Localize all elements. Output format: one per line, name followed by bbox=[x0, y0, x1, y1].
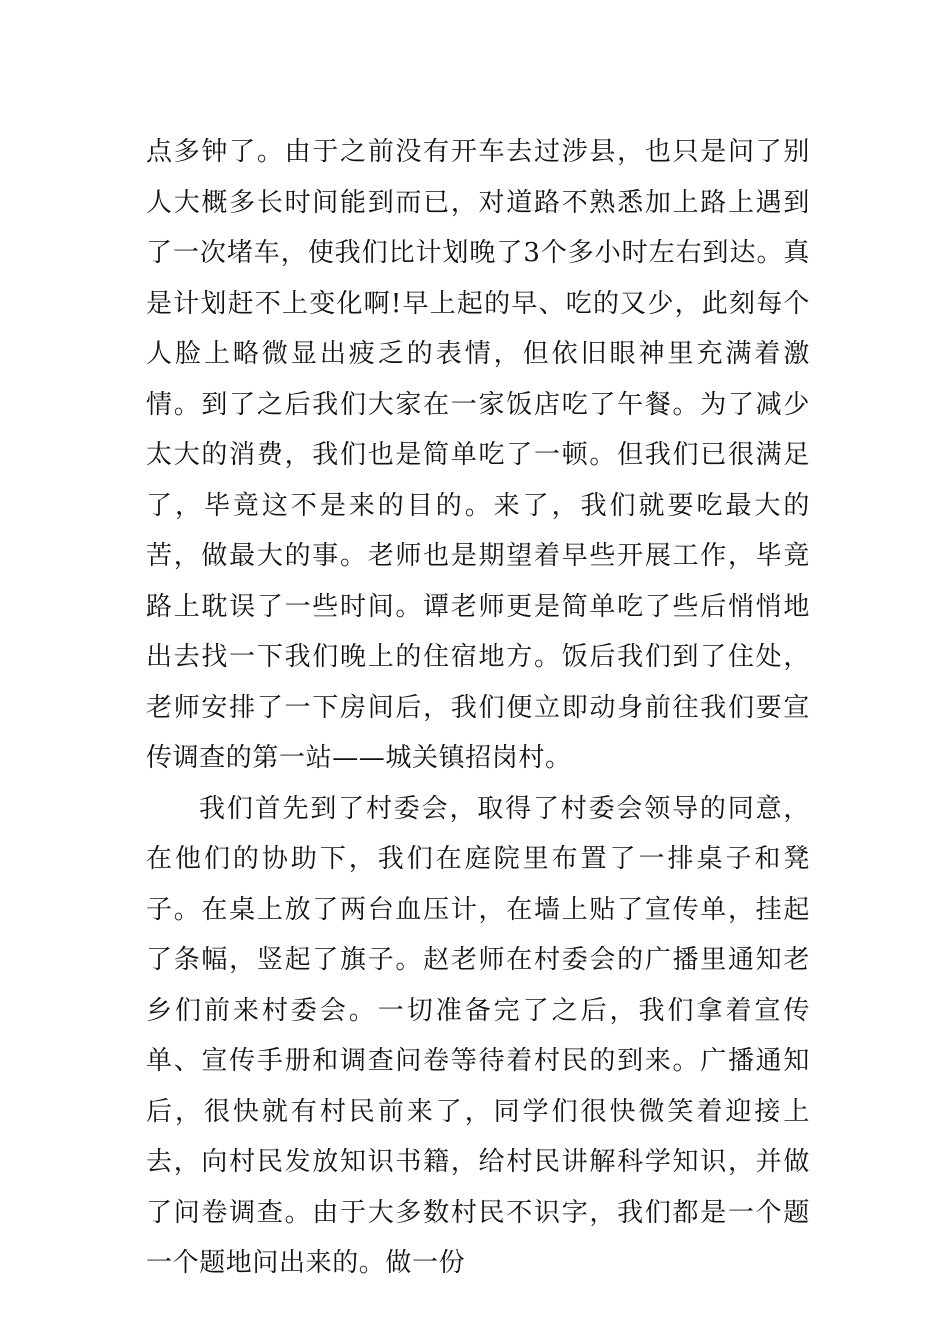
paragraph-1: 点多钟了。由于之前没有开车去过涉县，也只是问了别人大概多长时间能到而已，对道路不熟悉加上路上遇到了一次堵车，使我们比计划晚了3个多小时左右到达。真是计划赶不上变化啊!早上起的早、吃的又少，此刻每个人脸上略微显出疲乏的表情，但依旧眼神里充满着激情。到了之后我们大家在一家饭店吃了午餐。为了减少太大的消费，我们也是简单吃了一顿。但我们已很满足了，毕竟这不是来的目的。来了，我们就要吃最大的苦，做最大的事。老师也是期望着早些开展工作，毕竟路上耽误了一些时间。谭老师更是简单吃了些后悄悄地出去找一下我们晚上的住宿地方。饭后我们到了住处，老师安排了一下房间后，我们便立即动身前往我们要宣传调查的第一站——城关镇招岗村。 bbox=[146, 137, 810, 773]
document-body bbox=[146, 127, 810, 1289]
paragraph-2: 我们首先到了村委会，取得了村委会领导的同意，在他们的协助下，我们在庭院里布置了一排桌子和凳子。在桌上放了两台血压计，在墙上贴了宣传单，挂起了条幅，竖起了旗子。赵老师在村委会的广播里通知老乡们前来村委会。一切准备完了之后，我们拿着宣传单、宣传手册和调查问卷等待着村民的到来。广播通知后，很快就有村民前来了，同学们很快微笑着迎接上去，向村民发放知识书籍，给村民讲解科学知识，并做了问卷调查。由于大多数村民不识字，我们都是一个题一个题地问出来的。做一份 bbox=[146, 793, 810, 1278]
